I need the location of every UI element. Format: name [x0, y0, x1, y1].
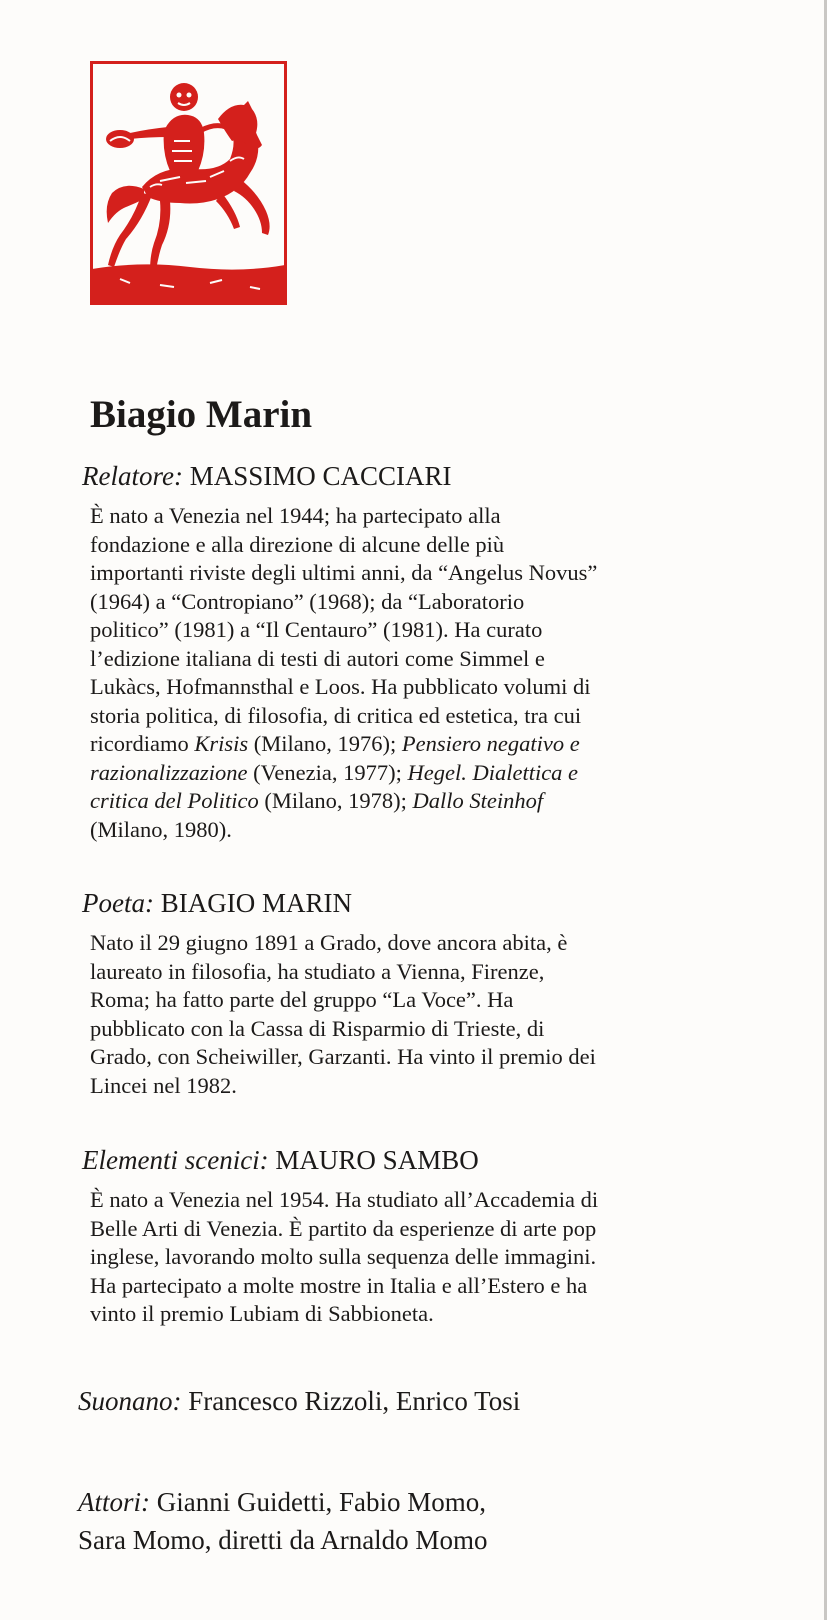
book-title: Pensiero negativo e: [401, 731, 580, 756]
elementi-bio: [90, 1186, 812, 1329]
bio-line: vinto il premio Lubiam di Sabbioneta.: [90, 1301, 434, 1326]
book-title: Krisis: [194, 731, 249, 756]
horseman-with-hat-woodcut-icon: [90, 61, 287, 305]
bio-line: (1964) a “Contropiano” (1968); da “Laboratorio: [90, 588, 525, 614]
poeta-heading: [82, 887, 812, 919]
bio-line: (Milano, 1980).: [90, 816, 232, 842]
elementi-role: Elementi scenici:: [82, 1145, 269, 1175]
horseman-emblem: [90, 61, 287, 305]
page-title: Biagio Marin: [90, 393, 313, 436]
bio-line: importanti riviste degli ultimi anni, da “Angelus Novus”: [90, 560, 598, 585]
bio-line: [90, 759, 812, 788]
bio-line: Ha partecipato a molte mostre in Italia e all’Estero e ha: [90, 1272, 588, 1298]
elementi-heading: [82, 1144, 812, 1176]
bio-line: storia politica, di filosofia, di critica ed estetica, tra cui: [90, 702, 582, 728]
relatore-bio: [90, 502, 812, 844]
bio-line: fondazione e alla direzione di alcune delle più: [90, 531, 505, 557]
relatore-heading: [82, 460, 812, 492]
bio-line: politico” (1981) a “Il Centauro” (1981). Ha curato: [90, 617, 543, 642]
bio-line: laureato in filosofia, ha studiato a Vienna, Firenze,: [90, 958, 545, 984]
bio-line: Lincei nel 1982.: [90, 1072, 237, 1098]
bio-line: Belle Arti di Venezia. È partito da esperienze di arte pop: [90, 1215, 597, 1241]
attori-credit: [78, 1483, 487, 1559]
bio-text: (Milano, 1978);: [258, 788, 413, 813]
bio-line: [90, 730, 812, 759]
bio-line: [90, 787, 812, 816]
poeta-bio: [90, 929, 812, 1100]
bio-line: Lukàcs, Hofmannsthal e Loos. Ha pubblicato volumi di: [90, 674, 591, 699]
bio-text: (Venezia, 1977);: [247, 759, 408, 785]
book-title: razionalizzazione: [90, 759, 248, 785]
suonano-credit: [78, 1382, 520, 1420]
relatore-name: MASSIMO CACCIARI: [189, 461, 452, 491]
bio-line: l’edizione italiana di testi di autori come Simmel e: [90, 645, 545, 671]
bio-line: È nato a Venezia nel 1944; ha partecipato alla: [90, 503, 501, 528]
book-title: critica del Politico: [90, 788, 259, 813]
relatore-section: [82, 460, 812, 844]
attori-line1: Gianni Guidetti, Fabio Momo,: [156, 1487, 486, 1517]
bio-line: inglese, lavorando molto sulla sequenza delle immagini.: [90, 1244, 597, 1269]
poeta-role: Poeta:: [82, 888, 154, 918]
elementi-name: MAURO SAMBO: [275, 1145, 479, 1175]
bio-line: pubblicato con la Cassa di Risparmio di Trieste, di: [90, 1015, 545, 1041]
book-title: Dallo Steinhof: [412, 788, 544, 813]
attori-role: Attori:: [78, 1487, 150, 1517]
bio-text: (Milano, 1976);: [248, 731, 402, 756]
poeta-name: BIAGIO MARIN: [160, 888, 352, 918]
suonano-names: Francesco Rizzoli, Enrico Tosi: [188, 1386, 521, 1416]
bio-line: Grado, con Scheiwiller, Garzanti. Ha vinto il premio dei: [90, 1044, 596, 1069]
attori-line2: Sara Momo, diretti da Arnaldo Momo: [78, 1525, 488, 1555]
bio-line: Nato il 29 giugno 1891 a Grado, dove ancora abita, è: [90, 930, 568, 955]
suonano-role: Suonano:: [78, 1386, 182, 1416]
bio-line: È nato a Venezia nel 1954. Ha studiato all’Accademia di: [90, 1187, 599, 1212]
bio-text: ricordiamo: [90, 731, 195, 756]
bio-line: Roma; ha fatto parte del gruppo “La Voce”. Ha: [90, 987, 514, 1012]
book-title: Hegel. Dialettica e: [407, 759, 579, 785]
poeta-section: [82, 887, 812, 1100]
elementi-section: [82, 1144, 812, 1329]
relatore-role: Relatore:: [82, 461, 183, 491]
